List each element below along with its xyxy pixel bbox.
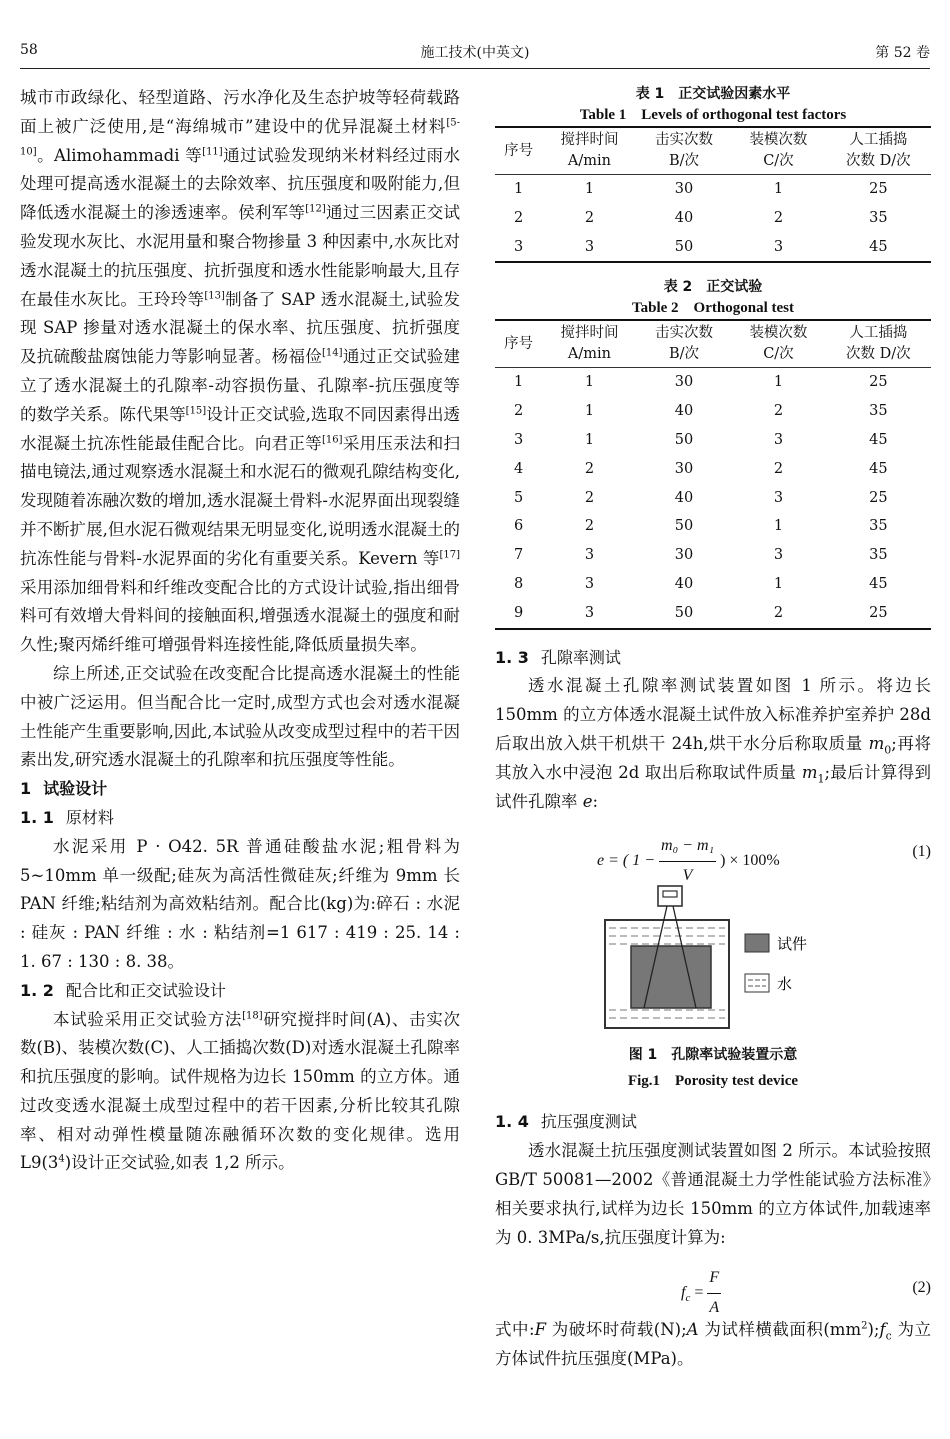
table-1-caption-en: Table 1 Levels of orthogonal test factors [579, 107, 847, 123]
table-2-cell: 2 [584, 518, 595, 535]
section-1-4-heading: 1. 4 抗压强度测试 [495, 1112, 637, 1132]
table-2-cell: 30 [674, 374, 694, 391]
table-2-cell: 40 [674, 575, 694, 592]
table-2-cell: 1 [584, 403, 595, 420]
table-1-cell: 3 [731, 233, 825, 263]
table-2-header-seq: 序号 [495, 320, 542, 368]
table-2-cell: 2 [584, 460, 595, 477]
table-2-cell: 3 [773, 431, 784, 448]
legend-water-swatch [745, 974, 769, 992]
table-2-cell: 45 [869, 575, 888, 592]
table-2-cell: 1 [773, 575, 784, 592]
table-2-cell: 2 [773, 460, 784, 477]
table-2-header-d: 人工插捣 [826, 320, 931, 344]
table-2-cell: 7 [514, 547, 524, 564]
table-2-cell: 2 [584, 489, 595, 506]
table-1-cell: 45 [826, 233, 931, 263]
table-2-cell: 3 [773, 489, 784, 506]
table-2-cell: 2 [514, 403, 524, 420]
porosity-device-diagram [495, 884, 931, 1042]
table-1-header-d: 人工插捣 [826, 127, 931, 151]
strength-paragraph: 透水混凝土抗压强度测试装置如图 2 所示。本试验按照 GB/T 50081—2002《普通混凝土力学性能试验方法标准》相关要求执行,试样为边长 150mm 的立方体试件,加载速率为 0. 3MPa/s,抗压强度计算为: [495, 1141, 931, 1247]
figure-1-caption-en: Fig.1 Porosity test device [627, 1073, 799, 1090]
equation-2: $f_c$ = $\frac{F}{A}$ (2) [495, 1260, 931, 1310]
table-1-row [495, 175, 931, 204]
table-1-cell: 3 [495, 233, 542, 263]
table-1-cell: 3 [542, 233, 636, 263]
table-1-header-a: 搅拌时间 [542, 127, 636, 151]
table-2-cell: 50 [674, 518, 694, 535]
table-2-cell: 1 [584, 431, 595, 448]
table-1-unit-a: A/min [542, 151, 636, 175]
table-1-row [495, 204, 931, 233]
table-1-cell: 1 [773, 181, 784, 197]
equation-2-fraction: $\frac{F}{A}$ [707, 1264, 721, 1323]
section-1-heading: 1 试验设计 [20, 779, 108, 799]
table-1-row [495, 233, 931, 263]
specimen-block [631, 946, 711, 1008]
table-2-header-b: 击实次数 [637, 320, 731, 344]
table-1-unit-row [495, 151, 931, 175]
porosity-paragraph: 透水混凝土孔隙率测试装置如图 1 所示。将边长 150mm 的立方体透水混凝土试件放入标准养护室养护 28d 后取出放入烘干机烘干 24h,烘干水分后称取质量 $m_0$;再将其放入水中浸泡 2d 取出后称取试件质量 $m_1$;最后计算得到试件孔隙率 e: [495, 676, 932, 811]
design-paragraph: 本试验采用正交试验方法[18]研究搅拌时间(A)、击实次数(B)、装模次数(C)、人工插捣次数(D)对透水混凝土孔隙率和抗压强度的影响。试件规格为边长 150mm 的立方体。通过改变透水混凝土成型过程中的若干因素,分析比较其孔隙率、相对动弹性模量随冻融循环次数的变化规律。选用 $L9(3^4)$设计正交试验,如表 1,2 所示。 [20, 1009, 461, 1173]
table-2-cell: 30 [674, 460, 694, 477]
section-1-3-heading: 1. 3 孔隙率测试 [495, 647, 621, 667]
equation-2-explanation: 式中:F 为破坏时荷载(N);A 为试样横截面积$(mm^2);f_c$ 为立方体试件抗压强度(MPa)。 [495, 1320, 931, 1369]
table-2-cell: 50 [674, 431, 694, 448]
table-2-cell: 3 [584, 547, 595, 564]
table-2-cell: 1 [773, 374, 784, 391]
table-2-cell: 40 [674, 489, 694, 506]
table-2-cell: 3 [773, 547, 784, 564]
table-1-cell: 1 [514, 181, 524, 197]
table-2-cell: 25 [869, 489, 888, 506]
equation-1-rhs: ) × 100% [720, 852, 780, 870]
legend-specimen-label: 试件 [777, 935, 808, 954]
equation-2-lhs: $f_c$ [681, 1284, 691, 1305]
table-2-cell: 2 [773, 403, 784, 420]
volume-label: 第 52 卷 [875, 45, 930, 61]
table-2-cell: 5 [514, 489, 524, 506]
table-2-cell: 1 [773, 518, 784, 535]
table-1 [495, 126, 931, 263]
figure-1-caption-cn: 图 1 孔隙率试验装置示意 [628, 1047, 798, 1064]
table-2-caption-cn: 表 2 正交试验 [663, 279, 763, 296]
table-1-cell: 2 [584, 209, 595, 226]
table-1-cell: 2 [514, 209, 524, 226]
legend-specimen-swatch [745, 934, 769, 952]
table-2-cell: 50 [637, 599, 731, 629]
table-2-cell: 3 [584, 575, 595, 592]
page-number: 58 [20, 42, 38, 58]
journal-title: 施工技术(中英文) [420, 45, 530, 61]
table-2-cell: 3 [514, 431, 524, 448]
table-2-cell: 35 [869, 403, 888, 420]
table-2-unit-d: 次数 D/次 [826, 344, 931, 368]
table-2-row [495, 426, 931, 455]
table-2-unit-b: B/次 [637, 344, 731, 368]
table-2-header-row [495, 320, 931, 344]
table-2-header-a: 搅拌时间 [542, 320, 636, 344]
table-1-unit-b: B/次 [637, 151, 731, 175]
table-2-cell: 6 [514, 518, 524, 535]
table-1-cell: 1 [584, 181, 595, 197]
table-2-unit-row [495, 344, 931, 368]
table-1-cell: 40 [674, 209, 694, 226]
table-1-header-b: 击实次数 [637, 127, 731, 151]
table-2-cell: 3 [542, 599, 636, 629]
table-1-unit-d: 次数 D/次 [826, 151, 931, 175]
page-header [20, 38, 930, 69]
table-2-cell: 30 [674, 547, 694, 564]
table-2-cell: 4 [514, 460, 524, 477]
table-2-cell: 25 [826, 599, 931, 629]
table-2-cell: 40 [674, 403, 694, 420]
legend-water-label: 水 [777, 975, 793, 994]
table-2-row [495, 484, 931, 513]
table-2-cell: 45 [869, 431, 888, 448]
table-2-cell: 1 [584, 374, 595, 391]
table-2-caption-en: Table 2 Orthogonal test [632, 300, 794, 317]
table-2-row [495, 455, 931, 484]
table-1-header-row [495, 127, 931, 151]
table-2-unit-a: A/min [542, 344, 636, 368]
table-2-cell: 8 [514, 575, 524, 592]
table-2-cell: 2 [731, 599, 825, 629]
table-1-header-c: 装模次数 [731, 127, 825, 151]
table-1-header-seq: 序号 [495, 127, 542, 175]
table-1-caption-cn: 表 1 正交试验因素水平 [635, 86, 791, 102]
balance-scale [658, 886, 682, 906]
equation-2-number: (2) [912, 1279, 931, 1297]
table-2-cell: 45 [869, 460, 888, 477]
table-2-row [495, 512, 931, 541]
equation-1-lhs: e = ( 1 − [597, 852, 656, 870]
equation-1-fraction: $\frac{\text{m₀ − m₁}}{V}$ [659, 832, 716, 891]
table-2 [495, 319, 931, 629]
table-2-unit-c: C/次 [731, 344, 825, 368]
table-2-cell: 25 [869, 374, 888, 391]
table-2-row [495, 541, 931, 570]
figure-1 [495, 884, 931, 1042]
table-2-row [495, 397, 931, 426]
table-1-cell: 50 [637, 233, 731, 263]
table-1-cell: 25 [869, 181, 888, 197]
table-2-cell: 35 [869, 518, 888, 535]
table-2-cell: 35 [869, 547, 888, 564]
table-1-unit-c: C/次 [731, 151, 825, 175]
equation-1-number: (1) [912, 843, 931, 861]
intro-paragraph-2: 综上所述,正交试验在改变配合比提高透水混凝土的性能中被广泛运用。但当配合比一定时,成型方式也会对透水混凝土性能产生重要影响,因此,本试验从改变成型过程中的若干因素出发,研究透水混凝土的孔隙率和抗压强度等性能。 [20, 663, 460, 770]
table-1-cell: 35 [869, 209, 888, 226]
table-2-row [495, 368, 931, 397]
table-1-cell: 2 [773, 209, 784, 226]
left-column [20, 84, 460, 1178]
table-2-row [495, 599, 931, 629]
table-2-header-c: 装模次数 [731, 320, 825, 344]
right-column [495, 84, 931, 1374]
table-2-cell: 9 [495, 599, 542, 629]
materials-paragraph: 水泥采用 P · O42. 5R 普通硅酸盐水泥;粗骨料为 5~10mm 单一级配;硅灰为高活性微硅灰;纤维为 9mm 长 PAN 纤维;粘结剂为高效粘结剂。配合比(kg)为:碎石 : 水泥 : 硅灰 : PAN 纤维 : 水 : 粘结剂=1 617 : 419 : 25. 14 : 1. 67 : 130 : 8. 38。 [20, 836, 460, 971]
section-1-2-heading: 1. 2 配合比和正交试验设计 [20, 980, 226, 1000]
table-2-row [495, 570, 931, 599]
table-2-cell: 1 [514, 374, 524, 391]
equation-1 [495, 824, 931, 885]
table-1-cell: 30 [674, 181, 694, 197]
section-1-1-heading: 1. 1 原材料 [20, 807, 114, 827]
intro-paragraph-1: 城市市政绿化、轻型道路、污水净化及生态护坡等轻荷载路面上被广泛使用,是“海绵城市”建设中的优异混凝土材料[5-10]。Alimohammadi 等[11]通过试验发现纳米材料经过雨水处理可提高透水混凝土的去除效率、抗压强度和吸附能力,但降低透水混凝土的渗透速率。侯利军等[12]通过三因素正交试验发现水灰比、水泥用量和聚合物掺量 3 种因素中,水灰比对透水混凝土的抗压强度、抗折强度和透水性能影响最大,且存在最佳水灰比。王玲玲等[13]制备了 SAP 透水混凝土,试验发现 SAP 掺量对透水混凝土的保水率、抗压强度、抗折强度及抗硫酸盐腐蚀能力等影响显著。杨福俭[14]通过正交试验建立了透水混凝土的孔隙率-动容损伤量、孔隙率-抗压强度等的数学关系。陈代果等[15]设计正交试验,选取不同因素得出透水混凝土抗冻性能最佳配合比。向君正等[16]采用压汞法和扫描电镜法,通过观察透水混凝土和水泥石的微观孔隙结构变化,发现随着冻融次数的增加,透水混凝土骨料-水泥界面出现裂缝并不断扩展,但水泥石微观结果无明显变化,说明透水混凝土的抗冻性能与骨料-水泥界面的劣化有重要关系。Kevern 等[17]采用添加细骨料和纤维改变配合比的方式设计试验,指出细骨料可有效增大骨料间的接触面积,增强透水混凝土的强度和耐久性;聚丙烯纤维可增强骨料连接性能,降低质量损失率。 [20, 88, 461, 655]
